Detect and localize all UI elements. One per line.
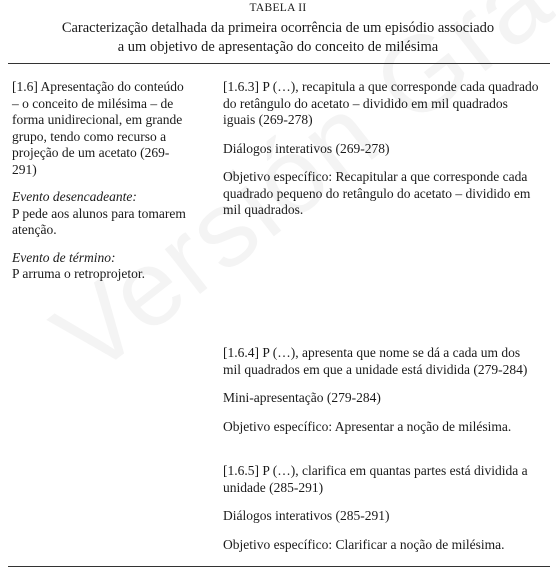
- episode-description: [1.6] Apresentação do conteúdo – o conceito de milésima – de forma unidirecional, em grande grupo, tendo como recurso a projeção de um acetato (269-291): [12, 79, 184, 177]
- sub-episode-1-6-5: [223, 463, 541, 553]
- sub-episode-format: Diálogos interativos (269-278): [223, 140, 390, 156]
- sub-episode-objective: Objetivo específico: Recapitular a que corresponde cada quadrado pequeno do retângulo do acetato – dividido em mil quadrados.: [223, 169, 531, 217]
- trigger-event-label: Evento desencadeante:: [12, 189, 137, 204]
- sub-episode-1-6-4: [223, 345, 541, 435]
- sub-episode-objective: Objetivo específico: Apresentar a noção de milésima.: [223, 418, 512, 434]
- sub-episode-1-6-3: [223, 79, 541, 219]
- table-caption: [0, 19, 556, 57]
- sub-episode-description: [1.6.3] P (…), recapitula a que corresponde cada quadrado do retângulo do acetato – dividido em mil quadrados iguais (269-278): [223, 79, 539, 127]
- caption-line-1: Caracterização detalhada da primeira ocorrência de um episódio associado: [61, 20, 495, 36]
- bottom-rule: [8, 566, 550, 567]
- top-rule: [8, 63, 550, 64]
- trigger-event-text: P pede aos alunos para tomarem atenção.: [12, 205, 186, 237]
- episode-column: [12, 79, 192, 294]
- sub-episode-objective: Objetivo específico: Clarificar a noção de milésima.: [223, 536, 505, 552]
- sub-episode-description: [1.6.5] P (…), clarifica em quantas partes está dividida a unidade (285-291): [223, 463, 528, 495]
- caption-line-2: a um objetivo de apresentação do conceito de milésima: [117, 39, 439, 55]
- end-event-text: P arruma o retroprojetor.: [12, 266, 145, 281]
- table-number: TABELA II: [249, 2, 307, 14]
- end-event: [12, 250, 192, 283]
- sub-episode-description: [1.6.4] P (…), apresenta que nome se dá a cada um dos mil quadrados em que a unidade está dividida (279-284): [223, 345, 528, 377]
- end-event-label: Evento de término:: [12, 249, 116, 265]
- sub-episode-format: Diálogos interativos (285-291): [223, 508, 390, 523]
- sub-episode-format: Mini-apresentação (279-284): [223, 390, 381, 405]
- trigger-event: [12, 189, 192, 239]
